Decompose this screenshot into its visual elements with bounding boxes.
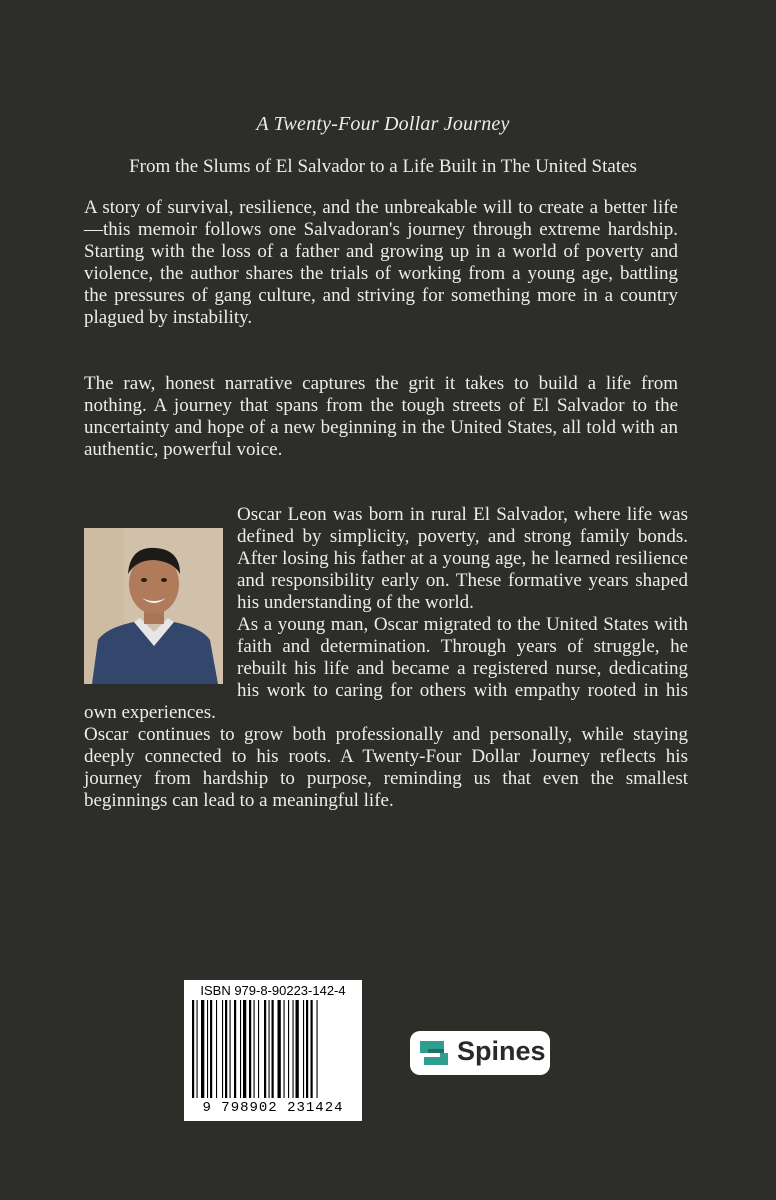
book-subtitle: From the Slums of El Salvador to a Life Built in The United States — [129, 156, 637, 177]
barcode-bar — [210, 1000, 212, 1098]
barcode-bars — [192, 1000, 354, 1100]
publisher-name: Spines — [457, 1036, 546, 1066]
author-bio-paragraph-2: As a young man, Oscar migrated to the United States with faith and determination. Through years of struggle, he rebuilt his life and became a registered nurse, dedicating his work to caring for others with empathy rooted in his own experiences. — [84, 614, 688, 723]
barcode-bar — [278, 1000, 281, 1098]
barcode-bar — [293, 1000, 294, 1098]
book-title: A Twenty-Four Dollar Journey — [256, 113, 510, 135]
barcode-bar — [225, 1000, 227, 1098]
barcode-bar — [230, 1000, 231, 1098]
barcode-bar — [254, 1000, 255, 1098]
barcode-bar — [317, 1000, 318, 1098]
barcode-bar — [258, 1000, 259, 1098]
barcode-bar — [272, 1000, 274, 1098]
blurb-paragraph-1: A story of survival, resilience, and the unbreakable will to create a better life—this memoir follows one Salvadoran's journey through extreme hardship. Starting with the loss of a father and growing up in a world of poverty and violence, the author shares the trials of working from a young age, battling the pressures of gang culture, and striving for something more in a country plagued by instability. — [84, 197, 678, 328]
spines-logo-icon — [416, 1037, 452, 1069]
barcode-bar — [269, 1000, 270, 1098]
barcode-bar — [197, 1000, 198, 1098]
isbn-barcode — [184, 980, 362, 1121]
barcode-bar — [303, 1000, 304, 1098]
barcode-bar — [234, 1000, 236, 1098]
barcode-bar — [306, 1000, 308, 1098]
barcode-bar — [216, 1000, 217, 1098]
publisher-logo — [410, 1031, 550, 1075]
barcode-bar — [249, 1000, 251, 1098]
author-bio — [84, 504, 688, 812]
barcode-bar — [201, 1000, 204, 1098]
barcode-bar — [288, 1000, 289, 1098]
barcode-number: 9 798902 231424 — [202, 1100, 344, 1116]
barcode-bar — [240, 1000, 241, 1098]
isbn-label: ISBN 979-8-90223-142-4 — [200, 983, 346, 998]
barcode-bar — [264, 1000, 266, 1098]
barcode-bar — [311, 1000, 313, 1098]
barcode-bar — [222, 1000, 223, 1098]
barcode-bar — [243, 1000, 246, 1098]
barcode-bar — [207, 1000, 208, 1098]
author-bio-paragraph-1: Oscar Leon was born in rural El Salvador, where life was defined by simplicity, poverty, and strong family bonds. After losing his father at a young age, he learned resilience and responsibility early on. These formative years shaped his understanding of the world. — [237, 504, 688, 613]
barcode-bar — [296, 1000, 299, 1098]
barcode-bar — [284, 1000, 285, 1098]
author-bio-paragraph-3: Oscar continues to grow both professionally and personally, while staying deeply connected to his roots. A Twenty-Four Dollar Journey reflects his journey from hardship to purpose, reminding us that even the smallest beginnings can lead to a meaningful life. — [84, 724, 688, 811]
author-photo — [84, 528, 223, 684]
barcode-bar — [192, 1000, 194, 1098]
blurb-paragraph-2: The raw, honest narrative captures the grit it takes to build a life from nothing. A journey that spans from the tough streets of El Salvador to the uncertainty and hope of a new beginning in the United States, all told with an authentic, powerful voice. — [84, 373, 678, 460]
